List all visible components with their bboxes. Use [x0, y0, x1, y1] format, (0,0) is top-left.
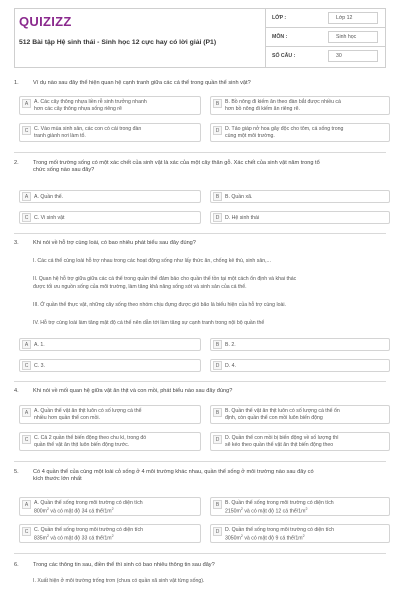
- option-text-line: A. Quần thể sống trong môi trường có diện tích: [34, 500, 143, 506]
- answer-option-2a[interactable]: [19, 190, 201, 203]
- option-text-line: sẽ kéo theo quần thể vật ăn thịt biến động theo: [225, 442, 334, 449]
- option-text-line: $3050m^2$ và có mật độ 9 cá thể/$1m^2$: [225, 534, 305, 542]
- meta-row-class: [266, 9, 385, 28]
- option-text: C. Vi sinh vật: [34, 215, 65, 221]
- option-text-line: C. Cả 2 quần thể biến động theo chu kì, trong đó: [34, 435, 147, 441]
- option-letter: B: [213, 500, 222, 509]
- meta-box: [265, 9, 385, 67]
- question-text: [33, 160, 386, 175]
- question-text-line: kích thước lớn nhất: [33, 476, 82, 483]
- answer-option-2b[interactable]: [210, 190, 390, 203]
- question-text-line: Có 4 quần thể của cùng một loài cỏ sống ở 4 môi trường khác nhau, quần thể sống ở môi trường nào sau đây có: [33, 469, 314, 475]
- answer-option-5d[interactable]: [210, 524, 390, 543]
- answer-option-4d[interactable]: [210, 432, 390, 451]
- option-letter: C: [22, 213, 31, 222]
- option-text-line: B. Quần thể sống trong môi trường có diện tích: [225, 500, 334, 506]
- meta-value: 30: [336, 53, 342, 59]
- option-text-line: D. Quần thể con mồi bị biến động về số lượng thì: [225, 435, 339, 441]
- meta-row-count: [266, 47, 385, 67]
- divider: [14, 553, 386, 554]
- meta-value: Lớp 12: [336, 15, 353, 21]
- option-letter: C: [22, 527, 31, 536]
- option-text-line: cùng một môi trường.: [225, 133, 275, 140]
- page-title: 512 Bài tập Hệ sinh thái - Sinh học 12 cực hay có lời giải (P1): [19, 39, 217, 46]
- answer-option-5b[interactable]: [210, 497, 390, 516]
- option-letter: B: [213, 192, 222, 201]
- option-letter: A: [22, 340, 31, 349]
- option-text-line: hơn bồ nông đi kiếm ăn riêng rẽ.: [225, 106, 300, 113]
- option-letter: A: [22, 192, 31, 201]
- option-text-line: D. Quần thể sống trong môi trường có diện tích: [225, 527, 334, 533]
- question-text: Ví dụ nào sau đây thể hiện quan hệ cạnh tranh giữa các cá thể trong quần thể sinh vật?: [33, 80, 251, 86]
- statement-2: II. Quan hệ hỗ trợ giữa giữa các cá thể trong quần thể đảm bảo cho quần thể tồn tại một cách ổn định và khai thác: [33, 276, 297, 282]
- question-text: Khi nói về hỗ trợ cùng loài, có bao nhiêu phát biểu sau đây đúng?: [33, 240, 196, 246]
- option-text-line: D. Tảo giáp nở hoa gây độc cho tôm, cá sống trong: [225, 126, 344, 132]
- answer-option-5c[interactable]: [19, 524, 201, 543]
- option-letter: B: [213, 340, 222, 349]
- answer-option-3d[interactable]: [210, 359, 390, 372]
- option-text: A. Quần thể.: [34, 194, 64, 200]
- question-number: 2.: [14, 160, 19, 166]
- option-text-line: quần thể vật ăn thịt luôn biến động trước.: [34, 442, 130, 449]
- option-text: B. Quần xã.: [225, 194, 253, 200]
- option-letter: D: [213, 213, 222, 222]
- divider: [14, 381, 386, 382]
- answer-option-4a[interactable]: [19, 405, 201, 424]
- option-letter: C: [22, 435, 31, 444]
- option-text-line: $835m^2$ và có mật độ 33 cá thể/$1m^2$: [34, 534, 114, 542]
- statement-3: III. Ở quần thể thực vật, những cây sống theo nhóm chịu đựng được gió bão là biểu hiện của hỗ trợ cùng loài.: [33, 302, 286, 308]
- option-text-line: C. Vào mùa sinh sản, các con cò cái trong đàn: [34, 126, 142, 132]
- answer-option-3c[interactable]: [19, 359, 201, 372]
- question-text: Trong các thông tin sau, điền thể thì sinh có bao nhiêu thông tin sau đây?: [33, 562, 215, 568]
- option-text: D. 4.: [225, 363, 236, 369]
- answer-option-5a[interactable]: [19, 497, 201, 516]
- option-text-line: hơn các cây thông nhựa sống riêng rẽ: [34, 106, 122, 113]
- statement-1: I. Xuất hiện ở môi trường trống trơn (chưa có quần xã sinh vật từng sống).: [33, 578, 205, 584]
- divider: [14, 461, 386, 462]
- option-text: A. 1.: [34, 342, 45, 348]
- answer-option-1a[interactable]: [19, 96, 201, 115]
- answer-option-2c[interactable]: [19, 211, 201, 224]
- option-text: B. 2.: [225, 342, 236, 348]
- option-text-line: A. Các cây thông nhựa liền rễ sinh trưởng nhanh: [34, 99, 147, 105]
- question-text: [33, 469, 386, 484]
- question-number: 4.: [14, 388, 19, 394]
- divider: [14, 233, 386, 234]
- answer-option-1c[interactable]: [19, 123, 201, 142]
- question-number: 5.: [14, 469, 19, 475]
- question-number: 3.: [14, 240, 19, 246]
- answer-option-4c[interactable]: [19, 432, 201, 451]
- meta-label: LỚP :: [272, 15, 287, 21]
- option-letter: A: [22, 408, 31, 417]
- option-letter: B: [213, 408, 222, 417]
- answer-option-3b[interactable]: [210, 338, 390, 351]
- answer-option-4b[interactable]: [210, 405, 390, 424]
- meta-label: SỐ CÂU :: [272, 53, 296, 59]
- option-letter: A: [22, 99, 31, 108]
- statement-1: I. Các cá thể cùng loài hỗ trợ nhau trong các hoạt động sống như lấy thức ăn, chống kẻ thù, sinh sản,...: [33, 258, 271, 264]
- option-letter: A: [22, 500, 31, 509]
- option-text-line: nhiều hơn quần thể con mồi.: [34, 415, 100, 422]
- question-text: Khi nói về mối quan hệ giữa vật ăn thịt và con mồi, phát biểu nào sau đây đúng?: [33, 388, 233, 394]
- question-number: 1.: [14, 80, 19, 86]
- option-text-line: C. Quần thể sống trong môi trường có diện tích: [34, 527, 143, 533]
- option-letter: D: [213, 527, 222, 536]
- question-text-line: Trong mối trường sống có một xác chết của sinh vật là xác của một cây thân gỗ. Xác chết của sinh vật năm trong tổ: [33, 160, 320, 166]
- statement-2-cont: được tối ưu nguồn sống của môi trường, làm tăng khả năng sống sót và sinh sản của cá thể.: [33, 284, 247, 290]
- option-text: C. 3.: [34, 363, 45, 369]
- option-text-line: định, còn quần thể con mồi luôn biến động: [225, 415, 323, 422]
- option-letter: C: [22, 126, 31, 135]
- option-text-line: B. Bồ nông đi kiếm ăn theo đàn bắt được nhiều cá: [225, 99, 341, 105]
- option-text-line: tranh giành nơi làm tổ.: [34, 133, 86, 140]
- option-letter: D: [213, 126, 222, 135]
- question-text-line: chức sống nào sau đây?: [33, 167, 95, 174]
- option-letter: D: [213, 435, 222, 444]
- doc-header: [14, 8, 386, 68]
- option-text-line: $800m^2$ và có mật độ 34 cá thể/$1m^2$: [34, 507, 114, 515]
- meta-value: Sinh học: [336, 34, 357, 40]
- question-number: 6.: [14, 562, 19, 568]
- meta-row-subject: [266, 28, 385, 47]
- option-text-line: $2150m^2$ và có mật độ 12 cá thể/$1m^2$: [225, 507, 308, 515]
- answer-option-1b[interactable]: [210, 96, 390, 115]
- option-text-line: A. Quần thể vật ăn thịt luôn có số lượng cá thể: [34, 408, 142, 414]
- answer-option-1d[interactable]: [210, 123, 390, 142]
- option-text: D. Hệ sinh thái: [225, 215, 260, 221]
- answer-option-3a[interactable]: [19, 338, 201, 351]
- quizizz-logo: QUIZIZZ: [19, 14, 72, 29]
- option-letter: D: [213, 361, 222, 370]
- statement-4: IV. Hỗ trợ cùng loài làm tăng mật độ cá thể nên dẫn tới làm tăng sự cạnh tranh trong nội bộ quần thể: [33, 320, 265, 326]
- meta-label: MÔN :: [272, 34, 288, 40]
- option-letter: B: [213, 99, 222, 108]
- divider: [14, 152, 386, 153]
- answer-option-2d[interactable]: [210, 211, 390, 224]
- option-letter: C: [22, 361, 31, 370]
- option-text-line: B. Quần thể vật ăn thịt luôn có số lượng cá thể ổn: [225, 408, 340, 414]
